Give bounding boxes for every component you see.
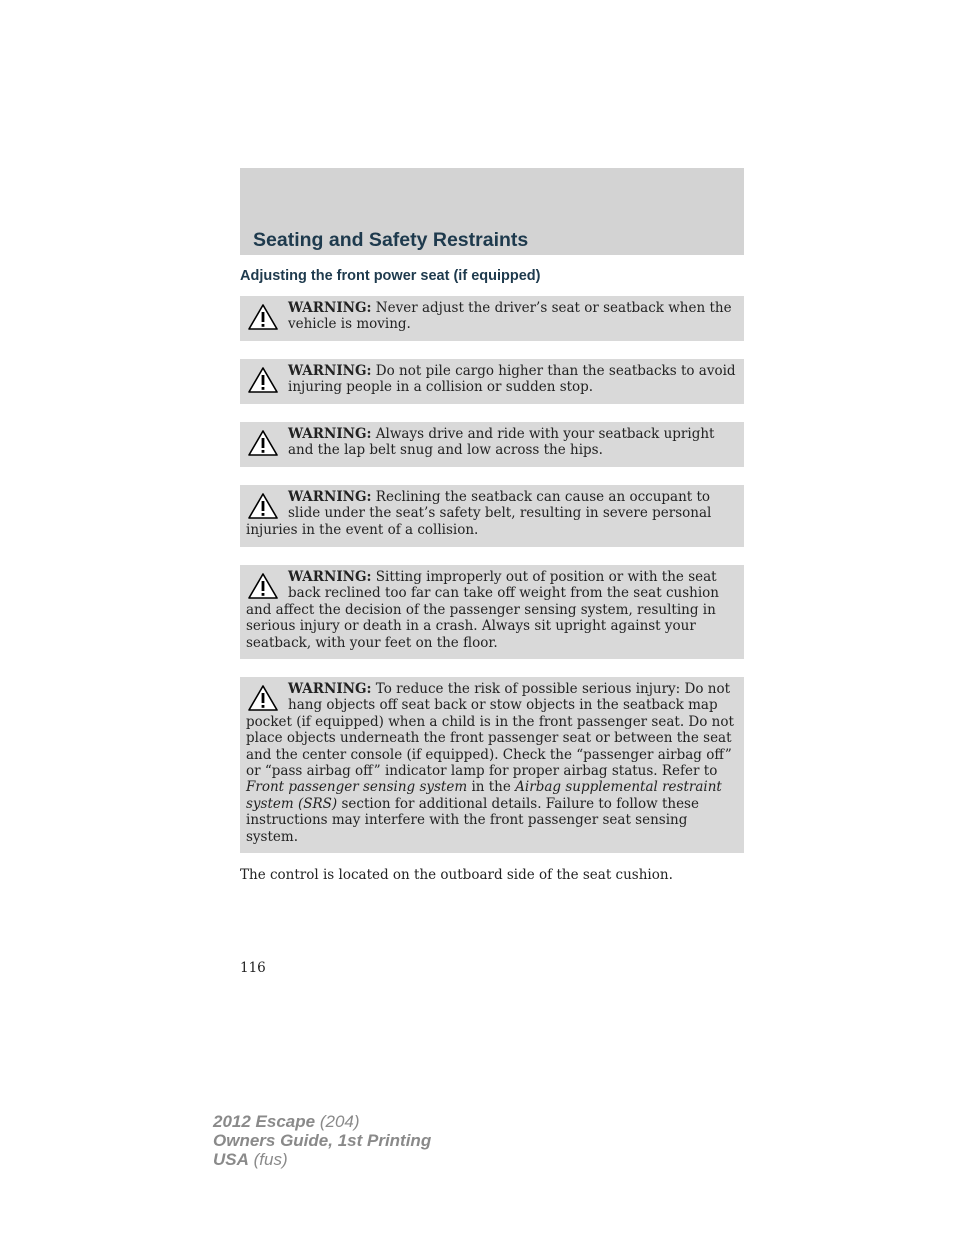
section-title: Seating and Safety Restraints (253, 229, 529, 251)
warning-text: in the (471, 779, 511, 796)
warning-text: Sitting improperly out of position or with the seat back reclined too far can take off weight from the seat cushion and affect the decision of the passenger sensing system, resulting in serious injury or death in a crash. Always sit upright against your seatback, with your feet on the floor. (246, 569, 719, 651)
warning-text: To reduce the risk of possible serious injury: Do not hang objects off seat back or stow objects in the seatback map pocket (if equipped) when a child is in the front passenger seat. Do not place objects underneath the front passenger seat or between the seat and the center console (if equipped). Check the “passenger airbag off” or “pass airbag off” indicator lamp for proper airbag status. Refer to (246, 681, 734, 780)
warning-label: WARNING: (288, 426, 372, 442)
footer-guide: Owners Guide, 1st Printing (213, 1131, 432, 1150)
cross-reference: Airbag supplemental restraint system (SRS) (246, 779, 722, 812)
warning-label: WARNING: (288, 489, 372, 505)
footer-model: 2012 Escape (213, 1112, 316, 1131)
warning-box-5 (240, 565, 744, 659)
body-text: The control is located on the outboard side of the seat cushion. (240, 867, 673, 883)
warning-triangle-icon (247, 572, 279, 600)
cross-reference: Front passenger sensing system (246, 779, 468, 796)
warning-triangle-icon (247, 429, 279, 457)
warning-label: WARNING: (288, 569, 372, 585)
warning-box-2 (240, 359, 744, 404)
warning-triangle-icon (247, 303, 279, 331)
warning-box-6 (240, 677, 744, 853)
warning-text: Do not pile cargo higher than the seatbacks to avoid injuring people in a collision or sudden stop. (288, 363, 736, 396)
warning-label: WARNING: (288, 681, 372, 697)
warning-text: Always drive and ride with your seatback upright and the lap belt snug and low across the hips. (288, 426, 715, 459)
warning-box-1 (240, 296, 744, 341)
warning-text: section for additional details. Failure to follow these instructions may interfere with the front passenger seat sensing system. (246, 795, 699, 845)
subheading: Adjusting the front power seat (if equipped) (240, 268, 541, 284)
page-number: 116 (240, 960, 266, 976)
warning-triangle-icon (247, 684, 279, 712)
warning-label: WARNING: (288, 363, 372, 379)
footer-market-code: (fus) (253, 1150, 288, 1169)
warning-text: Never adjust the driver’s seat or seatback when the vehicle is moving. (288, 300, 732, 333)
footer-line-market (213, 1150, 431, 1169)
footer (213, 1112, 431, 1169)
footer-model-code: (204) (319, 1112, 360, 1131)
footer-line-model (213, 1112, 431, 1131)
footer-market: USA (213, 1150, 249, 1169)
warning-box-4 (240, 485, 744, 547)
section-header (240, 168, 744, 255)
warning-triangle-icon (247, 492, 279, 520)
warning-label: WARNING: (288, 300, 372, 316)
warning-text: Reclining the seatback can cause an occupant to slide under the seat’s safety belt, resulting in severe personal injuries in the event of a collision. (246, 489, 712, 538)
footer-line-guide (213, 1131, 431, 1150)
warning-box-3 (240, 422, 744, 467)
warning-triangle-icon (247, 366, 279, 394)
